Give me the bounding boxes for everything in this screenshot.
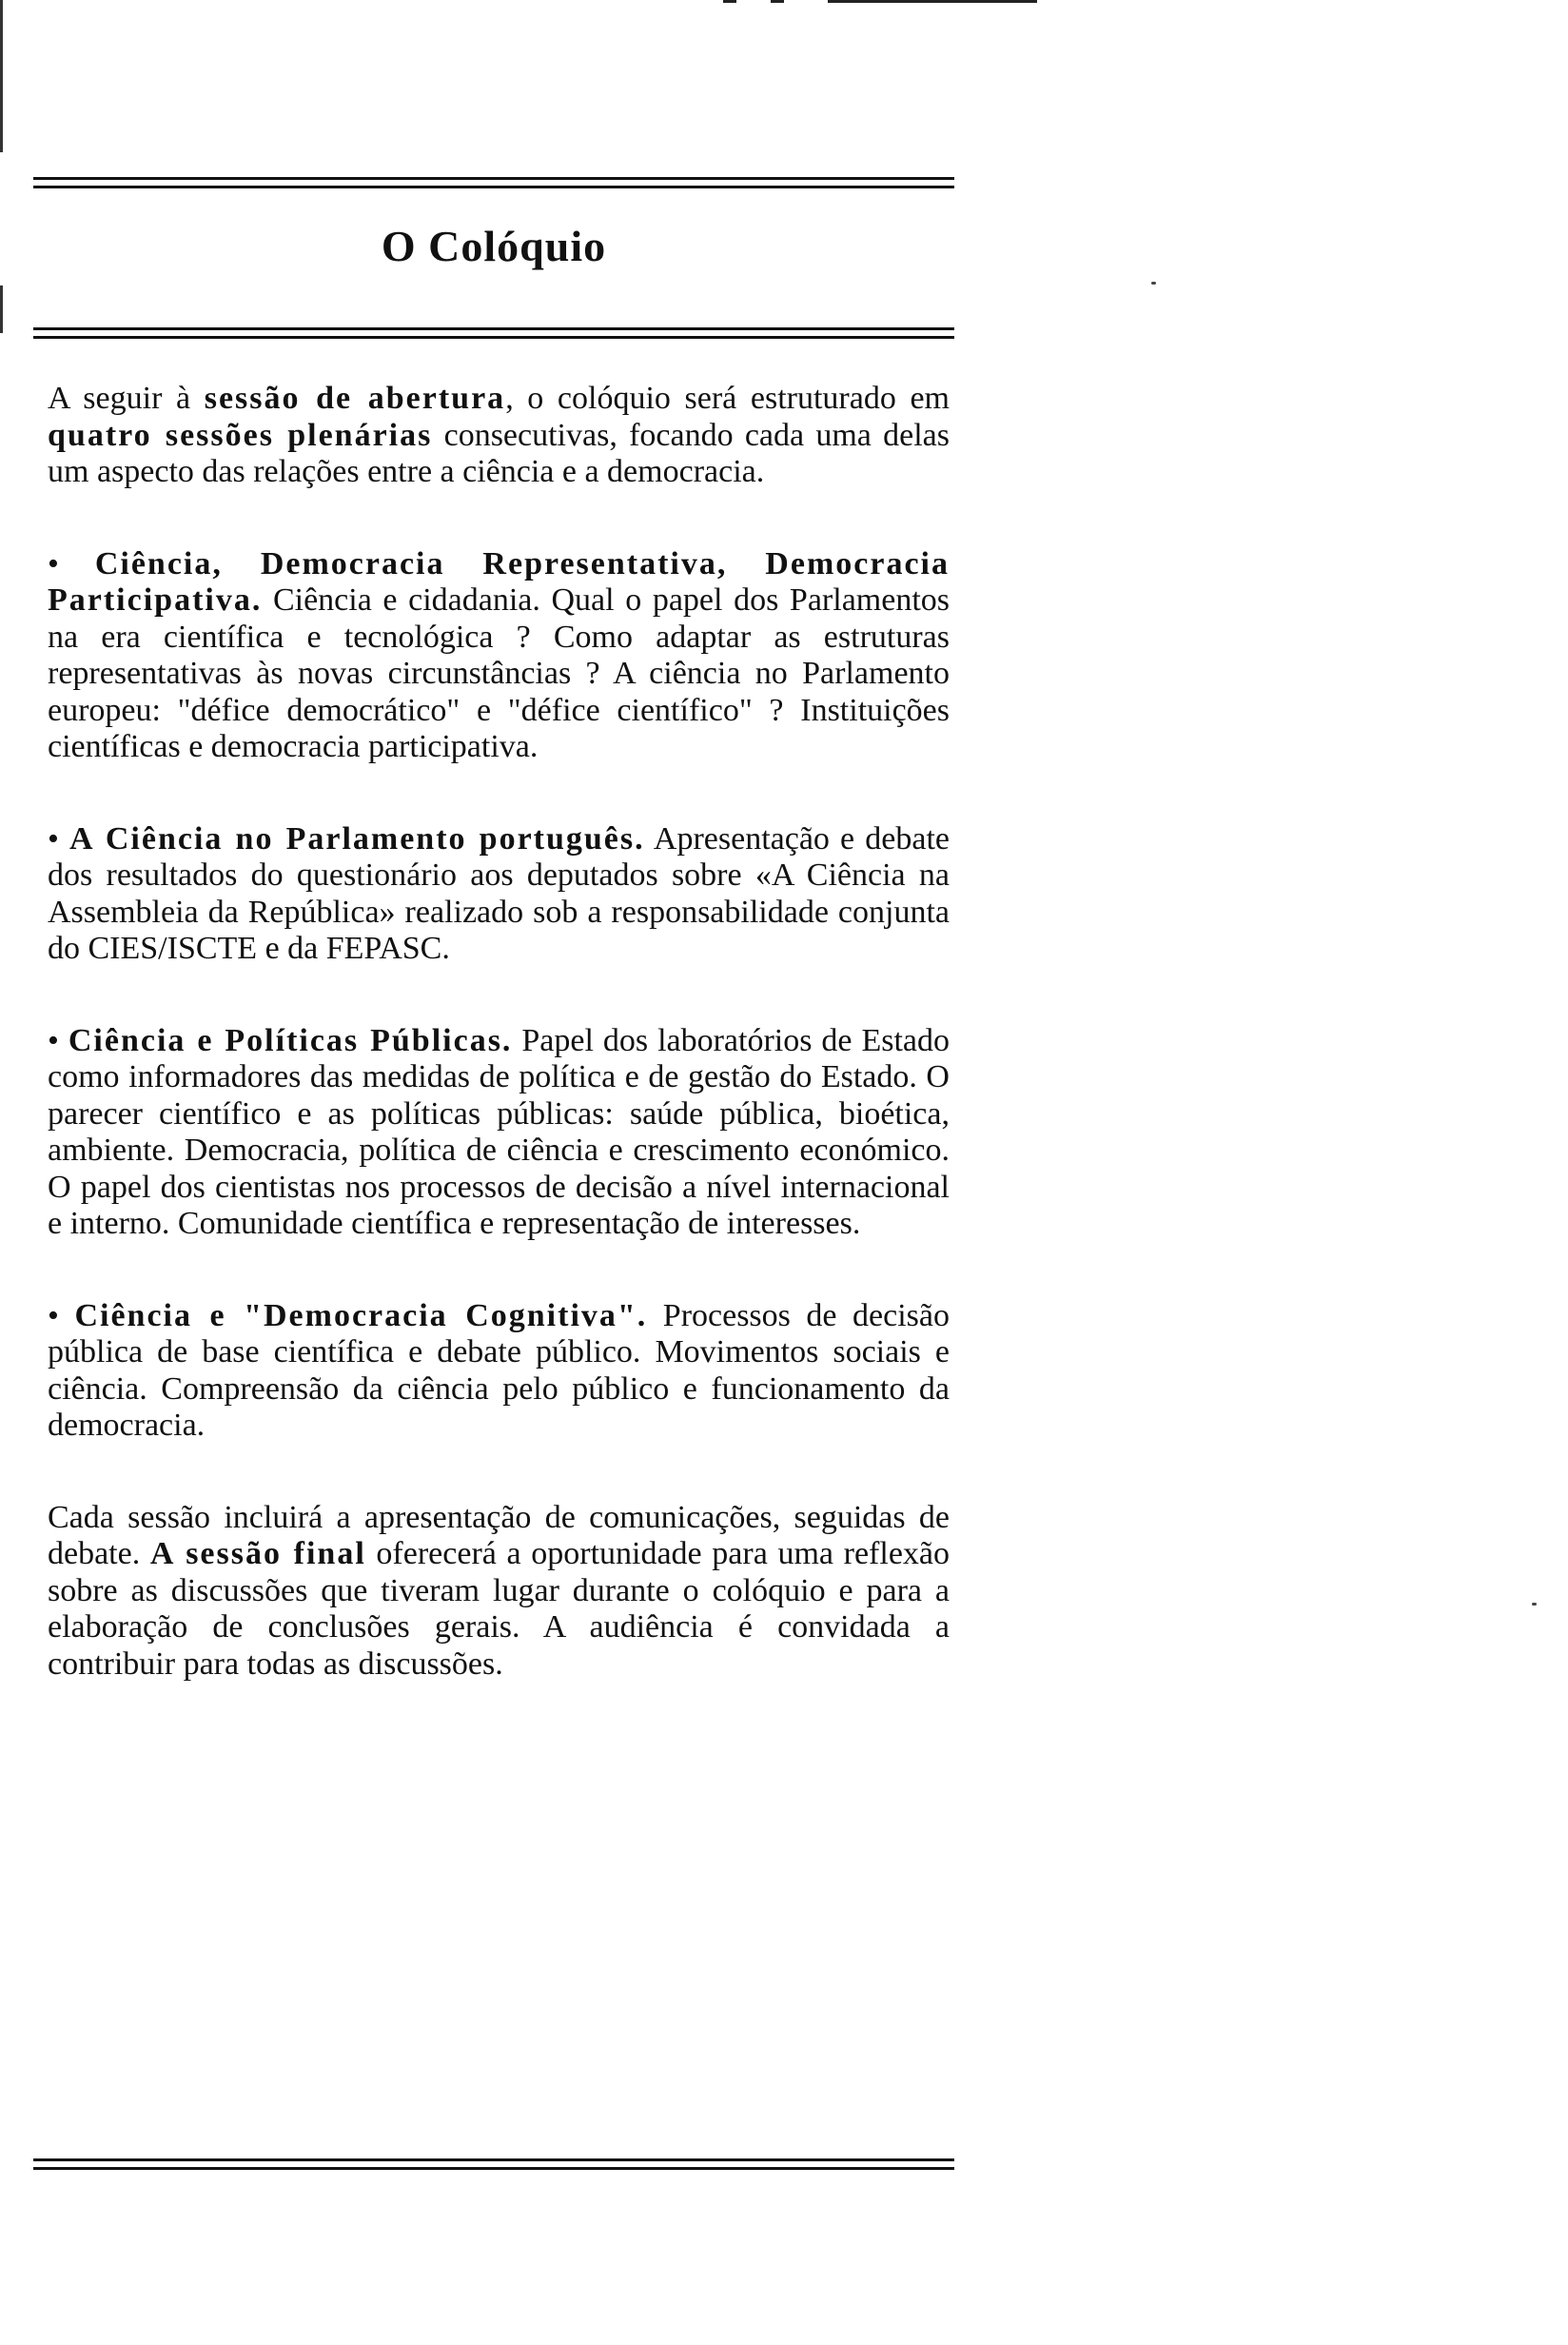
footer-rule xyxy=(33,2158,954,2170)
header-top-rule xyxy=(33,177,954,188)
session-text: Processos de decisão pública de base científica e debate público. Movimentos sociais e ciência. Compreensão da ciência pelo público e funcionamento da democracia. xyxy=(48,1297,950,1443)
session-text: Ciência e cidadania. Qual o papel dos Parlamentos na era científica e tecnológica ? Como adaptar as estruturas representativas às novas circunstâncias ? A ciência no Parlamento europeu: "défice democrático" e "défice científico" ? Instituições científicas e democracia participativa. xyxy=(48,582,950,764)
header-bottom-rule xyxy=(33,327,954,339)
scan-left-edge xyxy=(0,0,3,152)
session-heading: Ciência, Democracia Representativa, Democracia Participativa. xyxy=(48,545,950,618)
intro-emphasis: quatro sessões plenárias xyxy=(48,417,433,453)
intro-text: A seguir à xyxy=(48,381,205,416)
session-heading: A Ciência no Parlamento português. xyxy=(69,820,645,857)
session-text: Apresentação e debate dos resultados do questionário aos deputados sobre «A Ciência na Assembleia da República» realizado sob a responsabilidade conjunta do CIES/ISCTE e da FEPASC. xyxy=(48,820,950,966)
scan-speck xyxy=(1532,1603,1537,1606)
bullet-icon: • xyxy=(48,820,70,857)
scan-left-edge xyxy=(0,286,3,333)
intro-text: , o colóquio será estruturado em xyxy=(505,381,951,416)
scan-top-dash xyxy=(771,0,784,3)
bullet-icon: • xyxy=(48,545,95,581)
intro-text: consecutivas, focando cada uma delas um aspecto das relações entre a ciência e a democracia. xyxy=(48,417,950,489)
scan-top-rule xyxy=(828,0,1037,3)
session-item xyxy=(48,821,950,968)
closing-emphasis: A sessão final xyxy=(149,1536,366,1571)
session-item xyxy=(48,1023,950,1243)
session-item xyxy=(48,546,950,766)
article-body xyxy=(48,381,950,1738)
intro-paragraph xyxy=(48,381,950,491)
scan-speck xyxy=(1151,282,1156,285)
closing-text: oferecerá a oportunidade para uma reflexão sobre as discussões que tiveram lugar durante o colóquio e para a elaboração de conclusões gerais. A audiência é convidada a contribuir para todas as discussões. xyxy=(48,1536,951,1682)
session-item xyxy=(48,1298,950,1445)
intro-emphasis: sessão de abertura xyxy=(204,381,506,416)
session-heading: Ciência e Políticas Públicas. xyxy=(68,1022,513,1058)
bullet-icon: • xyxy=(48,1297,75,1333)
page-title: O Colóquio xyxy=(381,222,607,270)
closing-paragraph xyxy=(48,1500,950,1684)
session-text: Papel dos laboratórios de Estado como informadores das medidas de política e de gestão do Estado. O parecer científico e as políticas públicas: saúde pública, bioética, ambiente. Democracia, política de ciência e crescimento económico. O papel dos cientistas nos processos de decisão a nível internacional e interno. Comunidade científica e representação de interesses. xyxy=(48,1022,951,1241)
session-heading: Ciência e "Democracia Cognitiva". xyxy=(74,1297,648,1333)
scan-top-dash xyxy=(723,0,736,3)
bullet-icon: • xyxy=(48,1022,69,1058)
closing-text: Cada sessão incluirá a apresentação de comunicações, seguidas de debate. xyxy=(48,1499,950,1571)
